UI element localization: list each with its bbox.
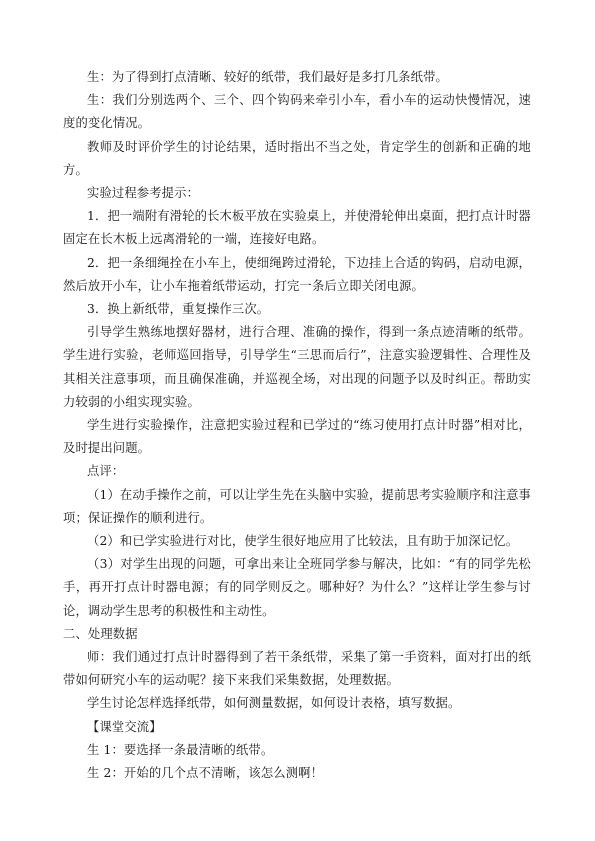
paragraph: 3．换上新纸带，重复操作三次。 [87,302,270,317]
paragraph: 实验过程参考提示： [87,186,200,201]
section-heading: 二、处理数据 [63,626,138,641]
subsection-heading: 【课堂交流】 [87,719,162,734]
paragraph: 生 1：要选择一条最清晰的纸带。 [87,742,274,757]
paragraph: 学生进行实验操作，注意把实验过程和已学过的“练习使用打点计时器”相对比，及时提出问题。 [63,418,531,456]
document-body [63,66,531,785]
paragraph: 1．把一端附有滑轮的长木板平放在实验桌上，并使滑轮伸出桌面，把打点计时器固定在长木板上远离滑轮的一端，连接好电路。 [63,209,531,247]
paragraph: 2．把一条细绳拴在小车上，使细绳跨过滑轮，下边挂上合适的钩码，启动电源，然后放开小车，让小车拖着纸带运动，打完一条后立即关闭电源。 [63,255,531,293]
paragraph: 学生讨论怎样选择纸带，如何测量数据，如何设计表格，填写数据。 [87,696,461,711]
paragraph: （1）在动手操作之前，可以让学生先在头脑中实验，提前思考实验顺序和注意事项；保证操作的顺利进行。 [63,487,531,525]
paragraph: 教师及时评价学生的讨论结果，适时指出不当之处，肯定学生的创新和正确的地方。 [63,139,531,177]
paragraph: 师：我们通过打点计时器得到了若干条纸带，采集了第一手资料，面对打出的纸带如何研究小车的运动呢？接下来我们采集数据，处理数据。 [63,650,531,688]
paragraph: 生 2：开始的几个点不清晰，该怎么测啊！ [87,766,324,781]
paragraph: 生：我们分别选两个、三个、四个钩码来牵引小车，看小车的运动快慢情况，速度的变化情况。 [63,93,531,131]
paragraph: 引导学生熟练地摆好器材，进行合理、准确的操作，得到一条点迹清晰的纸带。学生进行实验，老师巡回指导，引导学生“三思而后行”，注意实验逻辑性、合理性及其相关注意事项，而且确保准确，并巡视全场，对出现的问题予以及时纠正。帮助实力较弱的小组实现实验。 [63,325,531,409]
paragraph: 生：为了得到打点清晰、较好的纸带，我们最好是多打几条纸带。 [87,70,448,84]
paragraph: 点评： [87,464,125,479]
paragraph: （2）和已学实验进行对比，使学生很好地应用了比较法，且有助于加深记忆。 [87,534,519,549]
paragraph: （3）对学生出现的问题，可拿出来让全班同学参与解决，比如：“有的同学先松手，再开打点计时器电源；有的同学则反之。哪种好？为什么？”这样让学生参与讨论，调动学生思考的积极性和主动性。 [63,557,531,618]
